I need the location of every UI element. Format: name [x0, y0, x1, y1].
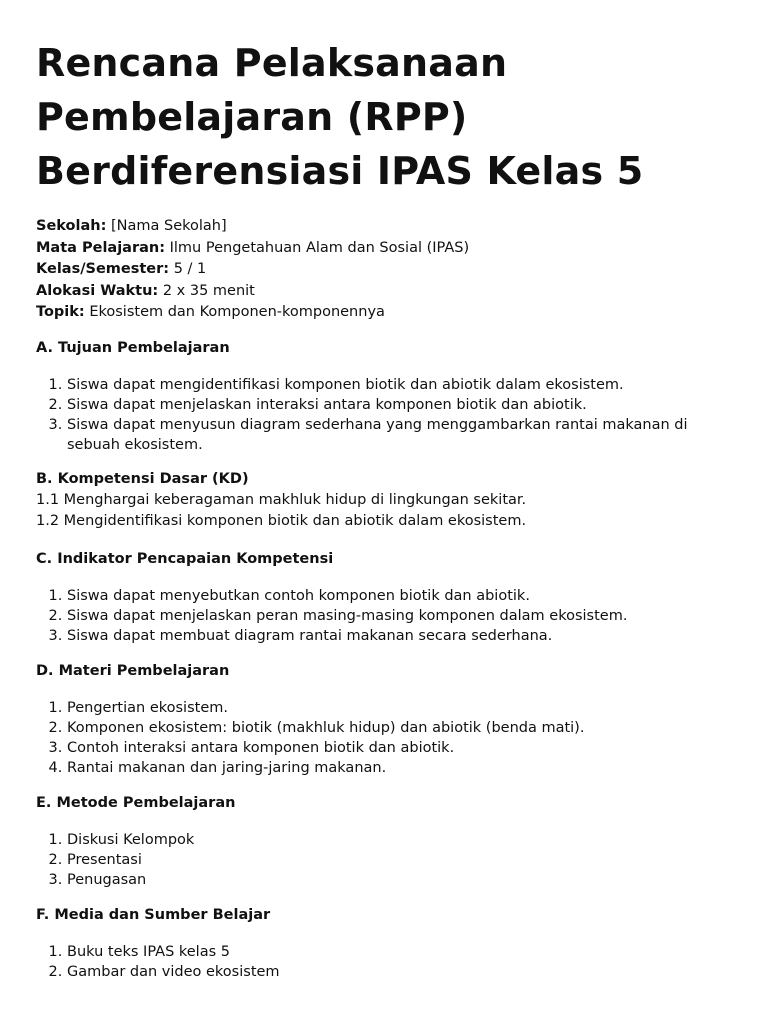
section-title-materi: D. Materi Pembelajaran [36, 662, 230, 679]
kd-line: 1.2 Mengidentifikasi komponen biotik dan abiotik dalam ekosistem. [36, 513, 527, 530]
meta-value: 5 / 1 [173, 261, 207, 277]
list-item: 2. Siswa dapat menjelaskan peran masing-masing komponen dalam ekosistem. [67, 606, 732, 626]
list-item: 2. Siswa dapat menjelaskan interaksi antara komponen biotik dan abiotik. [67, 395, 732, 415]
meta-row-mata-pelajaran [36, 238, 732, 260]
section-title-tujuan: A. Tujuan Pembelajaran [36, 339, 230, 356]
section-title-indikator: C. Indikator Pencapaian Kompetensi [36, 550, 334, 567]
list-indikator [36, 586, 732, 647]
meta-row-alokasi-waktu [36, 281, 732, 303]
list-item: 3. Penugasan [67, 870, 732, 890]
list-item: 2. Presentasi [67, 850, 732, 870]
list-item: 3. Contoh interaksi antara komponen biotik dan abiotik. [67, 738, 732, 758]
list-item: 3. Siswa dapat membuat diagram rantai makanan secara sederhana. [67, 626, 732, 646]
list-item: 3. Siswa dapat menyusun diagram sederhana yang menggambarkan rantai makanan di sebuah ekosistem. [67, 415, 732, 456]
page-title: Rencana Pelaksanaan Pembelajaran (RPP) Berdiferensiasi IPAS Kelas 5 [36, 41, 644, 193]
meta-value: Ekosistem dan Komponen-komponennya [89, 304, 385, 320]
list-item: 2. Komponen ekosistem: biotik (makhluk hidup) dan abiotik (benda mati). [67, 718, 732, 738]
list-media [36, 942, 732, 983]
meta-value: [Nama Sekolah] [110, 218, 227, 234]
list-tujuan [36, 375, 732, 456]
list-item: 1. Siswa dapat mengidentifikasi komponen biotik dan abiotik dalam ekosistem. [67, 375, 732, 395]
list-item: 1. Buku teks IPAS kelas 5 [67, 942, 732, 962]
section-title-kompetensi-dasar: B. Kompetensi Dasar (KD) [36, 470, 249, 487]
meta-value: 2 x 35 menit [162, 282, 255, 299]
list-item: 1. Diskusi Kelompok [67, 830, 732, 850]
meta-row-topik [36, 302, 732, 324]
meta-label: Mata Pelajaran: [36, 239, 166, 256]
meta-label: Alokasi Waktu: [36, 282, 159, 299]
list-item: 1. Pengertian ekosistem. [67, 698, 732, 718]
meta-label: Sekolah: [36, 218, 107, 234]
section-title-media: F. Media dan Sumber Belajar [36, 906, 271, 923]
kd-line: 1.1 Menghargai keberagaman makhluk hidup di lingkungan sekitar. [36, 491, 527, 508]
list-item: 2. Gambar dan video ekosistem [67, 962, 732, 982]
meta-block [36, 216, 732, 324]
meta-row-sekolah [36, 216, 732, 238]
list-metode [36, 830, 732, 891]
list-item: 4. Rantai makanan dan jaring-jaring makanan. [67, 758, 732, 778]
meta-value: Ilmu Pengetahuan Alam dan Sosial (IPAS) [169, 239, 470, 256]
meta-label: Kelas/Semester: [36, 261, 170, 277]
meta-label: Topik: [36, 304, 85, 320]
meta-row-kelas-semester [36, 259, 732, 281]
section-title-metode: E. Metode Pembelajaran [36, 794, 236, 811]
list-item: 1. Siswa dapat menyebutkan contoh komponen biotik dan abiotik. [67, 586, 732, 606]
list-materi [36, 698, 732, 779]
